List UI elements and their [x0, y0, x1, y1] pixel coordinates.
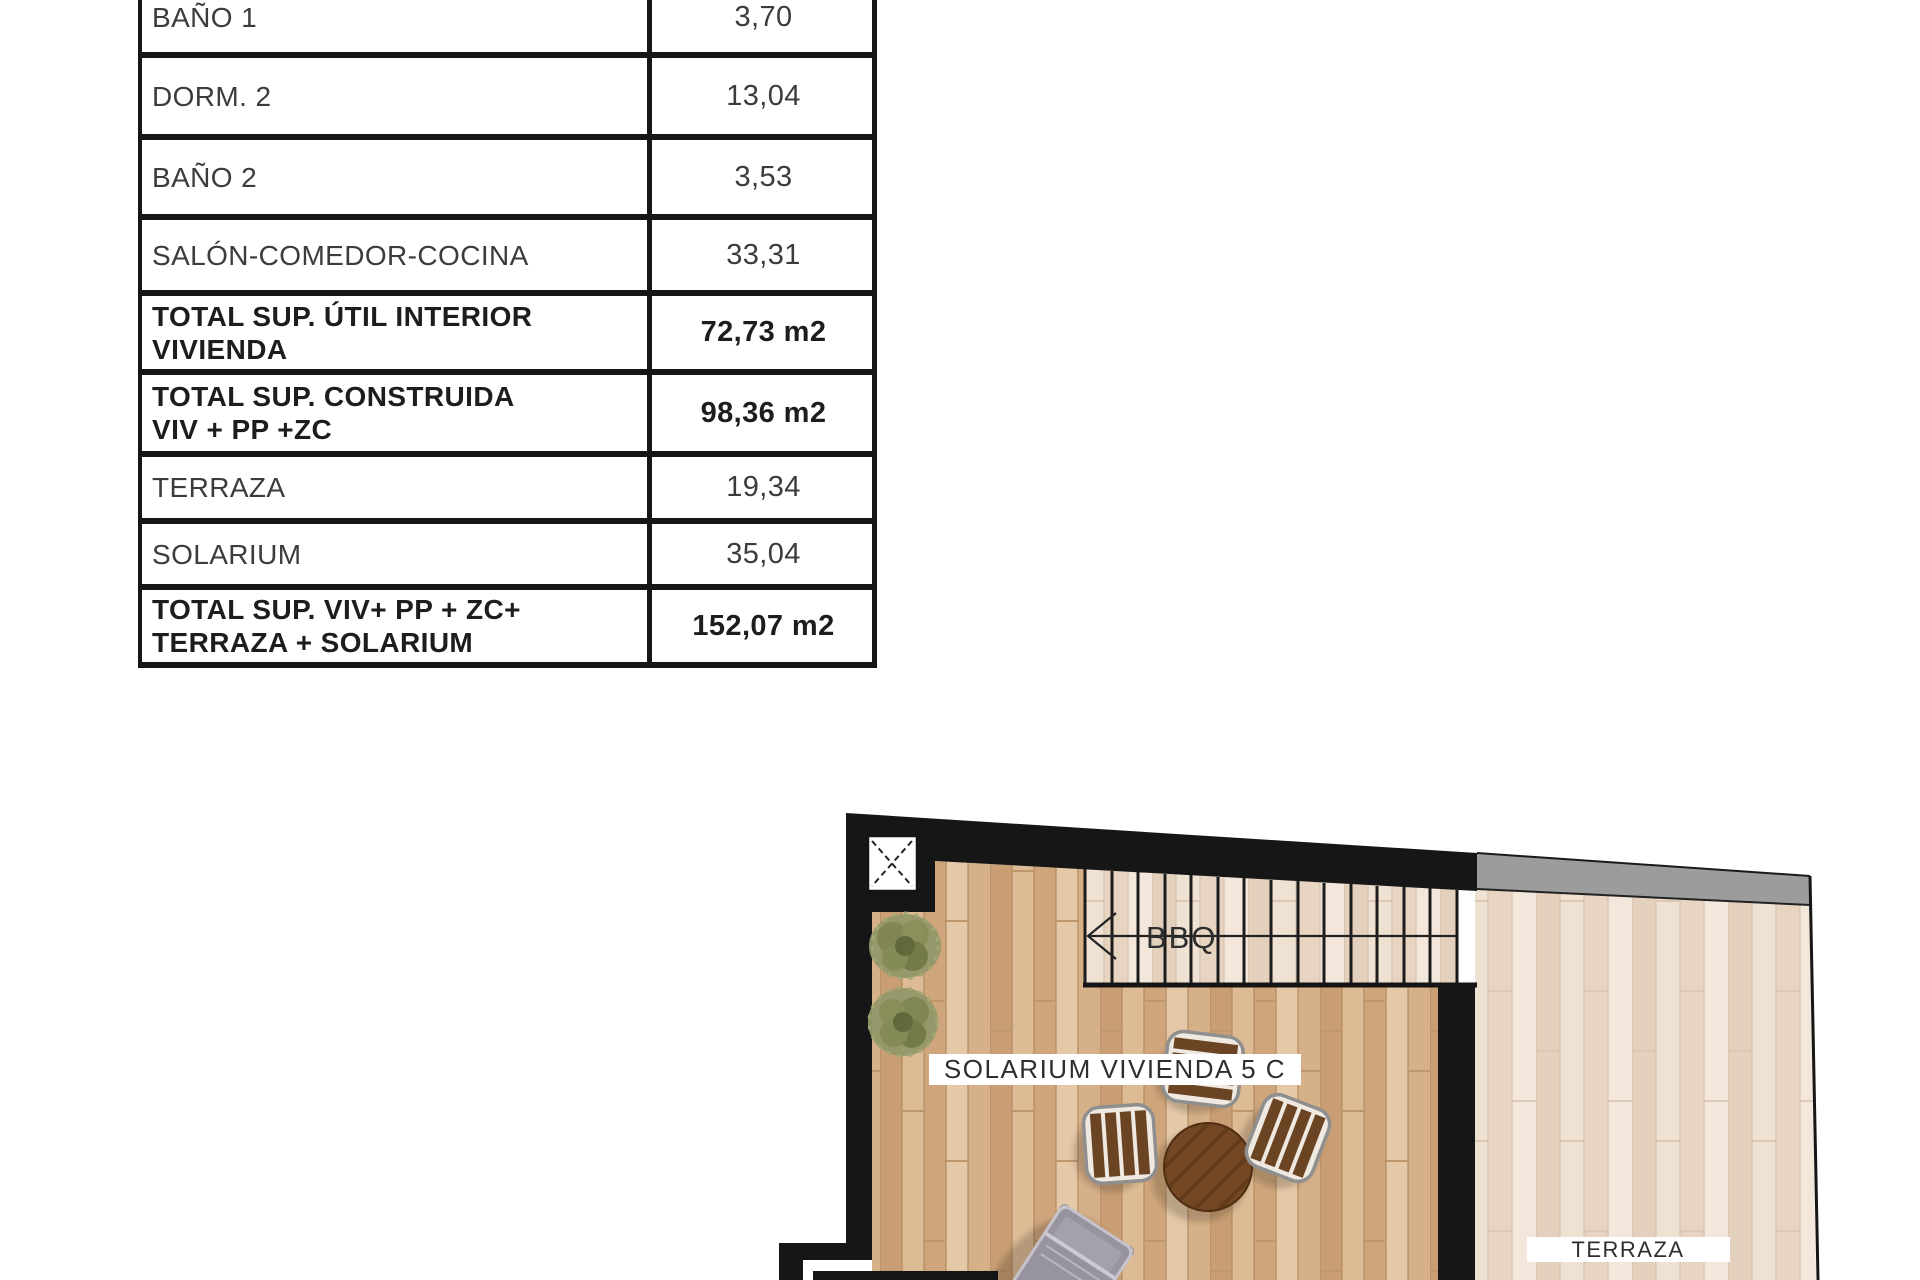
chair	[1082, 1104, 1157, 1185]
plant	[868, 988, 938, 1056]
total-label: TOTAL SUP. CONSTRUIDA VIV + PP +ZC	[152, 381, 515, 445]
bbq-label: BBQ	[1146, 920, 1218, 955]
left-outer-wall	[779, 1243, 803, 1280]
terraza-label	[1527, 1237, 1730, 1262]
room-area-value: 3,70	[734, 0, 793, 33]
total-label: TOTAL SUP. ÚTIL INTERIOR VIVIENDA	[152, 300, 533, 365]
svg-text:TERRAZA: TERRAZA	[1571, 1237, 1685, 1262]
skylight-box	[868, 836, 917, 891]
room-label: TERRAZA	[152, 472, 286, 503]
room-area-value: 3,53	[734, 160, 793, 193]
solarium-label	[929, 1054, 1301, 1085]
room-label: BAÑO 2	[152, 161, 258, 193]
total-area-value: 98,36 m2	[700, 396, 827, 429]
room-label: SALÓN-COMEDOR-COCINA	[152, 239, 529, 271]
bottom-wall-strip	[813, 1271, 998, 1280]
left-wall	[846, 908, 872, 1260]
room-area-value: 35,04	[726, 537, 801, 570]
total-area-value: 72,73 m2	[700, 316, 827, 348]
room-label: BAÑO 1	[152, 1, 258, 33]
room-label: SOLARIUM	[152, 538, 302, 570]
room-area-value: 33,31	[726, 238, 801, 271]
total-area-value: 152,07 m2	[692, 609, 835, 642]
room-label: DORM. 2	[152, 80, 272, 112]
room-area-value: 19,34	[726, 471, 801, 503]
divider-wall	[1438, 983, 1475, 1280]
svg-text:SOLARIUM VIVIENDA 5 C: SOLARIUM VIVIENDA 5 C	[943, 1054, 1287, 1084]
total-label: TOTAL SUP. VIV+ PP + ZC+ TERRAZA + SOLARIUM	[152, 594, 521, 658]
room-area-value: 13,04	[726, 79, 801, 112]
terraza-floor	[1475, 889, 1816, 1280]
